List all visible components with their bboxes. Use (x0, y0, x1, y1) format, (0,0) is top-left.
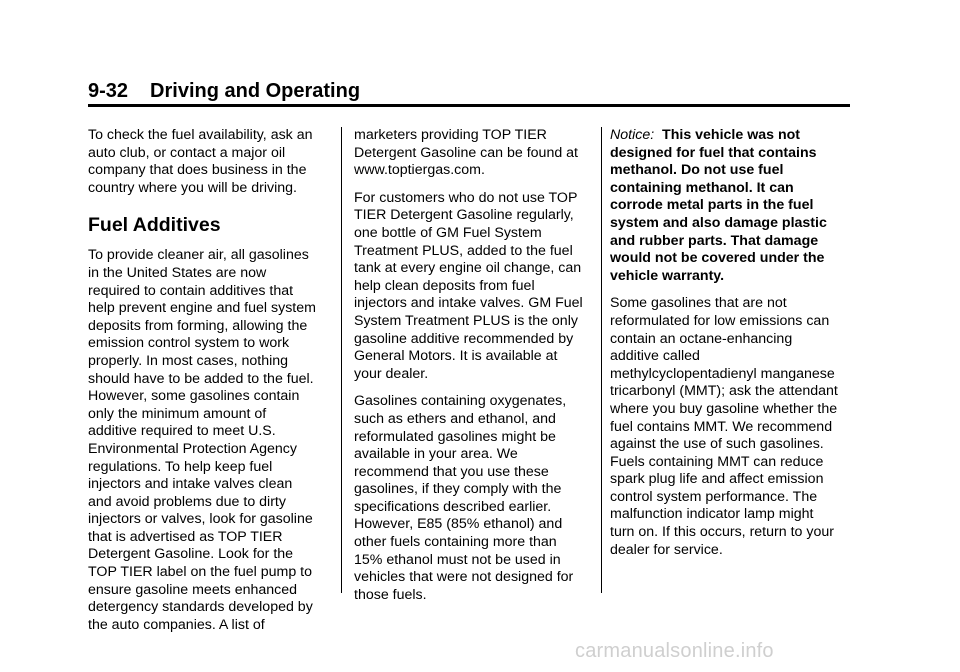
column-left (88, 127, 338, 644)
column-divider-right (601, 127, 602, 593)
oxygenates-paragraph: Gasolines containing oxygenates, such as ethers and ethanol, and reformulated gasolines might be available in your area. We recommend that you use these gasolines, if they comply with the specifications described earlier. However, E85 (85% ethanol) and other fuels containing more than 15% ethanol must not be used in vehicles that were not designed for those fuels. (354, 393, 574, 603)
notice-text: This vehicle was not designed for fuel that contains methanol. Do not use fuel containing methanol. It can corrode metal parts in the fuel system and also damage plastic and rubber parts. That damage would not be covered under the vehicle warranty. (610, 127, 827, 284)
column-middle (354, 127, 594, 614)
chapter-title: Driving and Operating (150, 80, 361, 102)
header-rule (88, 104, 850, 107)
fuel-additives-paragraph: To provide cleaner air, all gasolines in the United States are now required to contain additives that help prevent engine and fuel system deposits from forming, allowing the emission control system to work properly. In most cases, nothing should have to be added to the fuel. However, some gasolines contain only the minimum amount of additive required to meet U.S. Environmental Protection Agency regulations. To help keep fuel injectors and intake valves clean and avoid problems due to dirty injectors or valves, look for gasoline that is advertised as TOP TIER Detergent Gasoline. Look for the TOP TIER label on the fuel pump to ensure gasoline meets enhanced detergency standards developed by the auto companies. A list of (88, 247, 316, 633)
watermark: carmanualsonline.info (575, 640, 774, 662)
column-right (610, 127, 855, 569)
notice-block (610, 127, 855, 285)
notice-label: Notice: (610, 127, 655, 143)
section-title: Fuel Additives (88, 214, 221, 237)
top-tier-paragraph: marketers providing TOP TIER Detergent Gasoline can be found at www.toptiergas.com. (354, 127, 579, 179)
page-header (88, 80, 360, 103)
intro-paragraph: To check the fuel availability, ask an auto club, or contact a major oil company that does business in the country where you will be driving. (88, 127, 313, 196)
page-number: 9-32 (88, 80, 129, 102)
mmt-paragraph: Some gasolines that are not reformulated for low emissions can contain an octane-enhancing additive called methylcyclopentadienyl manganese tricarbonyl (MMT); ask the attendant where you buy gasoline whether the fuel contains MMT. We recommend against the use of such gasolines. Fuels containing MMT can reduce spark plug life and affect emission control system performance. The malfunction indicator lamp might turn on. If this occurs, return to your dealer for service. (610, 295, 838, 558)
gm-treatment-paragraph: For customers who do not use TOP TIER Detergent Gasoline regularly, one bottle of GM Fuel System Treatment PLUS, added to the fuel tank at every engine oil change, can help clean deposits from fuel injectors and intake valves. GM Fuel System Treatment PLUS is the only gasoline additive recommended by General Motors. It is available at your dealer. (354, 189, 583, 382)
column-divider-left (341, 127, 342, 593)
